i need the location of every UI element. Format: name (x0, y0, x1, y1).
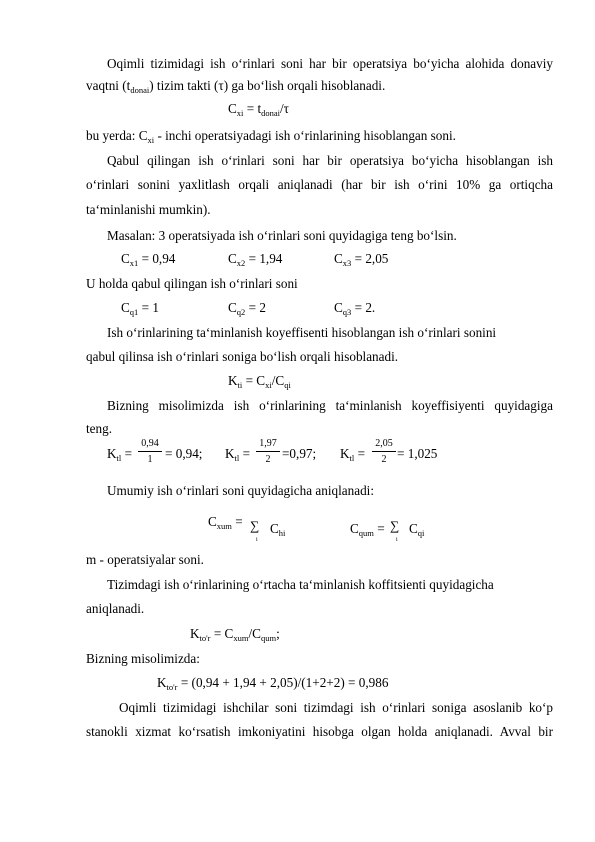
subscript: qi (417, 528, 425, 538)
denominator: 2 (381, 454, 387, 465)
paragraph-line: stanokli xizmat ko‘rsatish imkoniyatini hisobga olgan holda aniqlanadi. Avval bir (86, 724, 553, 739)
text: - inchi operatsiyadagi ish o‘rinlarining hisoblangan soni. (154, 128, 456, 143)
symbol: K (107, 446, 117, 461)
symbol: C (121, 300, 130, 315)
symbol: C (121, 251, 130, 266)
paragraph-line: m - operatsiyalar soni. (86, 552, 204, 567)
paragraph-line: Bizning misolimizda ish o‘rinlarining ta‘minlanish koyeffisiyenti quyidagiga (107, 398, 553, 413)
paragraph-line: Qabul qilingan ish o‘rinlari soni har bir operatsiya bo‘yicha hisoblangan ish (107, 153, 553, 168)
paragraph-line: o‘rinlari sonini yaxlitlash orqali aniqlanadi (har bir ish o‘rini 10% ga ortiqcha (86, 177, 553, 192)
symbol: C (270, 521, 279, 536)
symbol: C (334, 251, 343, 266)
fraction-bar (372, 451, 396, 452)
paragraph-line: Ish o‘rinlarining ta‘minlanish koyeffisenti hisoblangan ish o‘rinlari sonini (107, 325, 497, 340)
fraction-k3 (372, 438, 396, 465)
formula-kti (228, 373, 291, 393)
symbol: ; (276, 626, 280, 641)
sigma-symbol: ∑ (390, 518, 400, 533)
symbol: C (350, 521, 359, 536)
subscript: donai (261, 108, 281, 118)
subscript: xi (265, 380, 272, 390)
numerator: 2,05 (375, 438, 393, 449)
numerator: 1,97 (259, 438, 277, 449)
subscript: tl (349, 453, 355, 463)
subscript: tl (116, 453, 122, 463)
paragraph-line: U holda qabul qilingan ish o‘rinlari soni (86, 276, 298, 291)
subscript: xi (236, 108, 244, 118)
symbol: K (228, 373, 238, 388)
value: = 0,94 (138, 251, 176, 266)
symbol: C (208, 514, 217, 529)
paragraph-line: qabul qilinsa ish o‘rinlari soniga bo‘lish orqali hisoblanadi. (86, 349, 399, 364)
subscript: donai (130, 85, 150, 95)
paragraph-line (86, 78, 385, 98)
subscript: qi (284, 380, 291, 390)
value: = 2,05 (351, 251, 389, 266)
formula-k1-result: = 0,94; (165, 446, 203, 461)
text: vaqtni (t (86, 78, 131, 93)
subscript: to'r (199, 633, 211, 643)
symbol: C (409, 521, 418, 536)
denominator: 2 (265, 454, 271, 465)
value: = 2. (351, 300, 376, 315)
paragraph-line (86, 128, 456, 148)
sigma-index: i (396, 537, 398, 543)
subscript: xi (147, 135, 155, 145)
paragraph-line: Oqimli tizimidagi ish o‘rinlari soni har bir operatsiya bo‘yicha alohida donaviy (107, 56, 553, 71)
paragraph-line: Masalan: 3 operatsiyada ish o‘rinlari soni quyidagiga teng bo‘lsin. (107, 228, 457, 243)
sigma-index: i (256, 537, 258, 543)
subscript: x2 (236, 258, 246, 268)
symbol: = (121, 446, 132, 461)
fraction-bar (138, 451, 162, 452)
symbol: = C (242, 373, 266, 388)
value: = 1,94 (245, 251, 283, 266)
subscript: q3 (342, 307, 352, 317)
symbol: = t (243, 101, 262, 116)
paragraph-line: ta‘minlanishi mumkin). (86, 202, 211, 217)
symbol: K (340, 446, 350, 461)
formula-cxum (208, 514, 243, 534)
symbol: = (231, 514, 243, 529)
formula-cqum-term (409, 521, 424, 541)
denominator: 1 (147, 454, 153, 465)
subscript: q2 (236, 307, 246, 317)
symbol: K (157, 675, 167, 690)
subscript: to'r (166, 682, 178, 692)
formula-k3-result: = 1,025 (397, 446, 438, 461)
paragraph-line: Tizimdagi ish o‘rinlarining o‘rtacha ta‘minlanish koffitsienti quyidagicha (107, 577, 494, 592)
formula-cxum-term (270, 521, 285, 541)
value-cq3 (334, 300, 375, 320)
paragraph-line: teng. (86, 421, 113, 436)
formula-k1-label (107, 446, 132, 466)
value-cx3 (334, 251, 388, 271)
formula-k2-result: =0,97; (282, 446, 317, 461)
symbol: C (334, 300, 343, 315)
symbol: C (228, 300, 237, 315)
symbol: C (228, 251, 237, 266)
subscript: hi (278, 528, 286, 538)
paragraph-line: Umumiy ish o‘rinlari soni quyidagicha aniqlanadi: (107, 483, 374, 498)
paragraph-line: Bizning misolimizda: (86, 651, 200, 666)
symbol: K (190, 626, 200, 641)
symbol: C (228, 101, 237, 116)
symbol: = (239, 446, 250, 461)
fraction-k1 (138, 438, 162, 465)
symbol: /C (248, 626, 261, 641)
value-cx1 (121, 251, 175, 271)
formula-k2-label (225, 446, 250, 466)
symbol: /C (271, 373, 285, 388)
formula-ktor (190, 626, 280, 646)
value-cx2 (228, 251, 282, 271)
value-cq2 (228, 300, 266, 320)
text: ) tizim takti (τ) ga bo‘lish orqali hisoblanadi. (149, 78, 386, 93)
subscript: tl (234, 453, 240, 463)
formula-cxi (228, 101, 289, 121)
paragraph-line: Oqimli tizimidagi ishchilar soni tizimdagi ish o‘rinlari soniga asoslanib ko‘p (119, 700, 553, 715)
sigma-symbol: ∑ (250, 518, 260, 533)
fraction-k2 (256, 438, 280, 465)
symbol: K (225, 446, 235, 461)
formula-k3-label (340, 446, 365, 466)
value: = 2 (245, 300, 266, 315)
subscript: xum (216, 521, 232, 531)
subscript: x1 (129, 258, 139, 268)
subscript: q1 (129, 307, 139, 317)
value: = 1 (138, 300, 159, 315)
symbol: /τ (280, 101, 289, 116)
numerator: 0,94 (141, 438, 159, 449)
subscript: qum (358, 528, 374, 538)
text: bu yerda: C (86, 128, 148, 143)
paragraph-line: aniqlanadi. (86, 601, 145, 616)
formula-ktor-example (157, 675, 388, 695)
fraction-bar (256, 451, 280, 452)
subscript: qum (260, 633, 277, 643)
subscript: x3 (342, 258, 352, 268)
symbol: = (354, 446, 365, 461)
subscript: ti (237, 380, 243, 390)
subscript: xum (233, 633, 249, 643)
symbol: = (373, 521, 385, 536)
value: = (0,94 + 1,94 + 2,05)/(1+2+2) = 0,986 (177, 675, 389, 690)
symbol: = C (210, 626, 234, 641)
formula-cqum (350, 521, 385, 541)
value-cq1 (121, 300, 159, 320)
